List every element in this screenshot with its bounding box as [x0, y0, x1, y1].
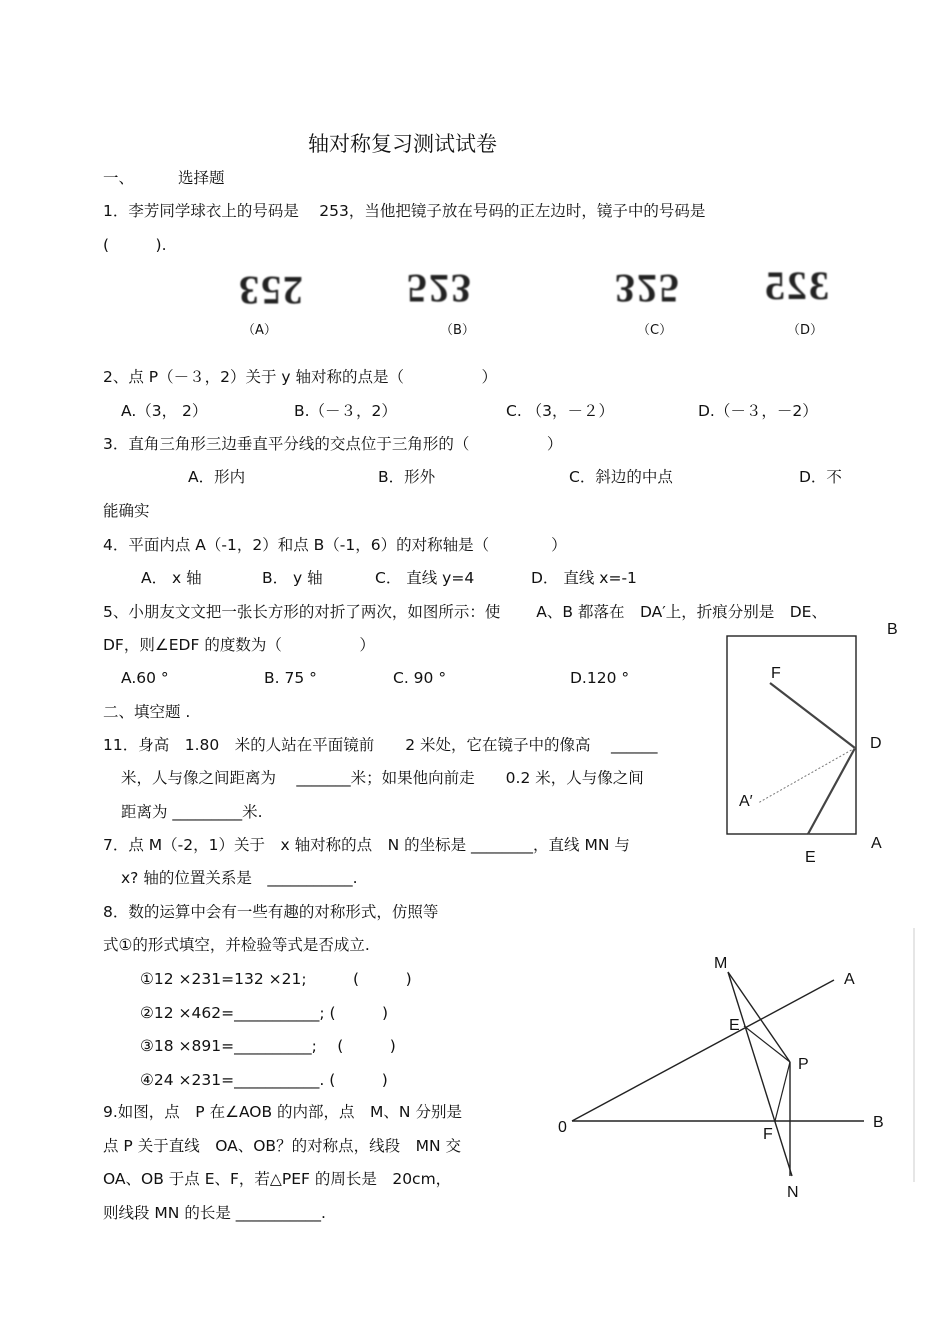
label-o: 0 [558, 1119, 567, 1136]
q2-option-c: C. （3，－２） [506, 402, 615, 420]
q1-stem-line1: 1．李芳同学球衣上的号码是 253，当他把镜子放在号码的正左边时，镜子中的号码是 [103, 202, 706, 220]
q1-option-a-label: （A） [242, 323, 277, 338]
q9-line3: OA、OB 于点 E、F，若△PEF 的周长是 20cm， [103, 1170, 452, 1188]
segment-pf [775, 1062, 790, 1121]
q3-option-a: A．形内 [188, 468, 246, 486]
q8-item-4: ④24 ×231=___________. ( ) [140, 1071, 388, 1089]
q1-option-d-label: （D） [787, 323, 824, 338]
fold-line-de [808, 748, 855, 834]
q2-option-b: B.（－３，2） [294, 402, 397, 420]
label-p: P [798, 1056, 809, 1073]
q5-stem-line1: 5、小朋友文文把一张长方形的对折了两次，如图所示：使 A、B 都落在 DA′上，折痕分别是 DE、 [103, 603, 827, 621]
q5-option-a: A.60 ° [121, 669, 169, 687]
q5-stem-line2: DF，则∠EDF 的度数为（ ） [103, 636, 375, 654]
label-a: A [871, 835, 882, 852]
q5-option-d: D.120 ° [570, 669, 630, 687]
q2-stem: 2、点 P（－３，2）关于 y 轴对称的点是（ ） [103, 368, 498, 386]
q9-line4: 则线段 MN 的长是 ___________. [103, 1204, 326, 1222]
q3-option-d-continued: 能确实 [103, 502, 150, 520]
q1-option-c-digits: 325 [615, 266, 681, 311]
q3-stem: 3．直角三角形三边垂直平分线的交点位于三角形的（ ） [103, 435, 563, 453]
q4-option-c: C． 直线 y=4 [375, 569, 475, 587]
q7-line2: x? 轴的位置关系是 ___________. [121, 869, 358, 887]
page-title: 轴对称复习测试试卷 [308, 132, 497, 156]
label-f: F [763, 1126, 773, 1143]
q2-option-d: D.（－３，－2） [698, 402, 818, 420]
q1-option-b-digits: 523 [407, 266, 473, 311]
q1-option-b-label: （B） [440, 323, 475, 338]
q9-line1: 9.如图，点 P 在∠AOB 的内部，点 M、N 分别是 [103, 1103, 462, 1121]
label-b: B [887, 621, 898, 638]
label-b: B [873, 1114, 884, 1131]
section1-number: 一、 [103, 169, 135, 187]
q1-option-a-digits: 253 [237, 268, 303, 313]
label-d: D [870, 735, 882, 752]
section1-title: 选择题 [178, 169, 225, 187]
segment-mn [728, 972, 792, 1176]
q9-line2: 点 P 关于直线 OA、OB？的对称点，线段 MN 交 [103, 1137, 461, 1155]
q4-stem: 4．平面内点 A（-1，2）和点 B（-1，6）的对称轴是（ ） [103, 536, 567, 554]
q8-item-1: ①12 ×231=132 ×21; ( ) [140, 970, 412, 988]
q8-line1: 8．数的运算中会有一些有趣的对称形式，仿照等 [103, 903, 439, 921]
q9-angle-figure [550, 925, 920, 1205]
label-e: E [805, 849, 816, 866]
ray-oa [572, 980, 834, 1121]
q8-line2: 式①的形式填空，并检验等式是否成立. [103, 936, 370, 954]
q3-option-b: B．形外 [378, 468, 436, 486]
q1-stem-line2: ( ). [103, 236, 167, 254]
q4-option-a: A． x 轴 [141, 569, 202, 587]
q11-line1: 11．身高 1.80 米的人站在平面镜前 2 米处，它在镜子中的像高 ______ [103, 736, 658, 754]
q11-line2: 米，人与像之间距离为 _______米；如果他向前走 0.2 米，人与像之间 [121, 769, 644, 787]
q5-fold-figure [715, 615, 898, 870]
label-n: N [787, 1184, 799, 1201]
fold-line-df [770, 683, 855, 748]
label-m: M [714, 955, 728, 972]
q2-option-a: A.（3， 2） [121, 402, 208, 420]
label-a: A [844, 971, 855, 988]
q4-option-d: D． 直线 x=-1 [531, 569, 637, 587]
q4-option-b: B． y 轴 [262, 569, 323, 587]
q8-item-2: ②12 ×462=___________; ( ) [140, 1004, 389, 1022]
q3-option-d: D．不 [799, 468, 842, 486]
label-a-prime: A′ [739, 793, 753, 810]
q11-line3: 距离为 _________米. [121, 803, 263, 821]
q5-option-c: C. 90 ° [393, 669, 447, 687]
q3-option-c: C．斜边的中点 [569, 468, 673, 486]
section2-title: 二、填空题 . [103, 703, 191, 721]
q5-option-b: B. 75 ° [264, 669, 317, 687]
q1-option-d-digits: 325 [763, 263, 829, 308]
label-f: F [771, 665, 781, 682]
q7-line1: 7．点 M（-2，1）关于 x 轴对称的点 N 的坐标是 ________，直线 MN 与 [103, 836, 630, 854]
q8-item-3: ③18 ×891=__________; ( ) [140, 1037, 396, 1055]
label-e: E [729, 1017, 740, 1034]
q1-option-c-label: （C） [637, 323, 673, 338]
